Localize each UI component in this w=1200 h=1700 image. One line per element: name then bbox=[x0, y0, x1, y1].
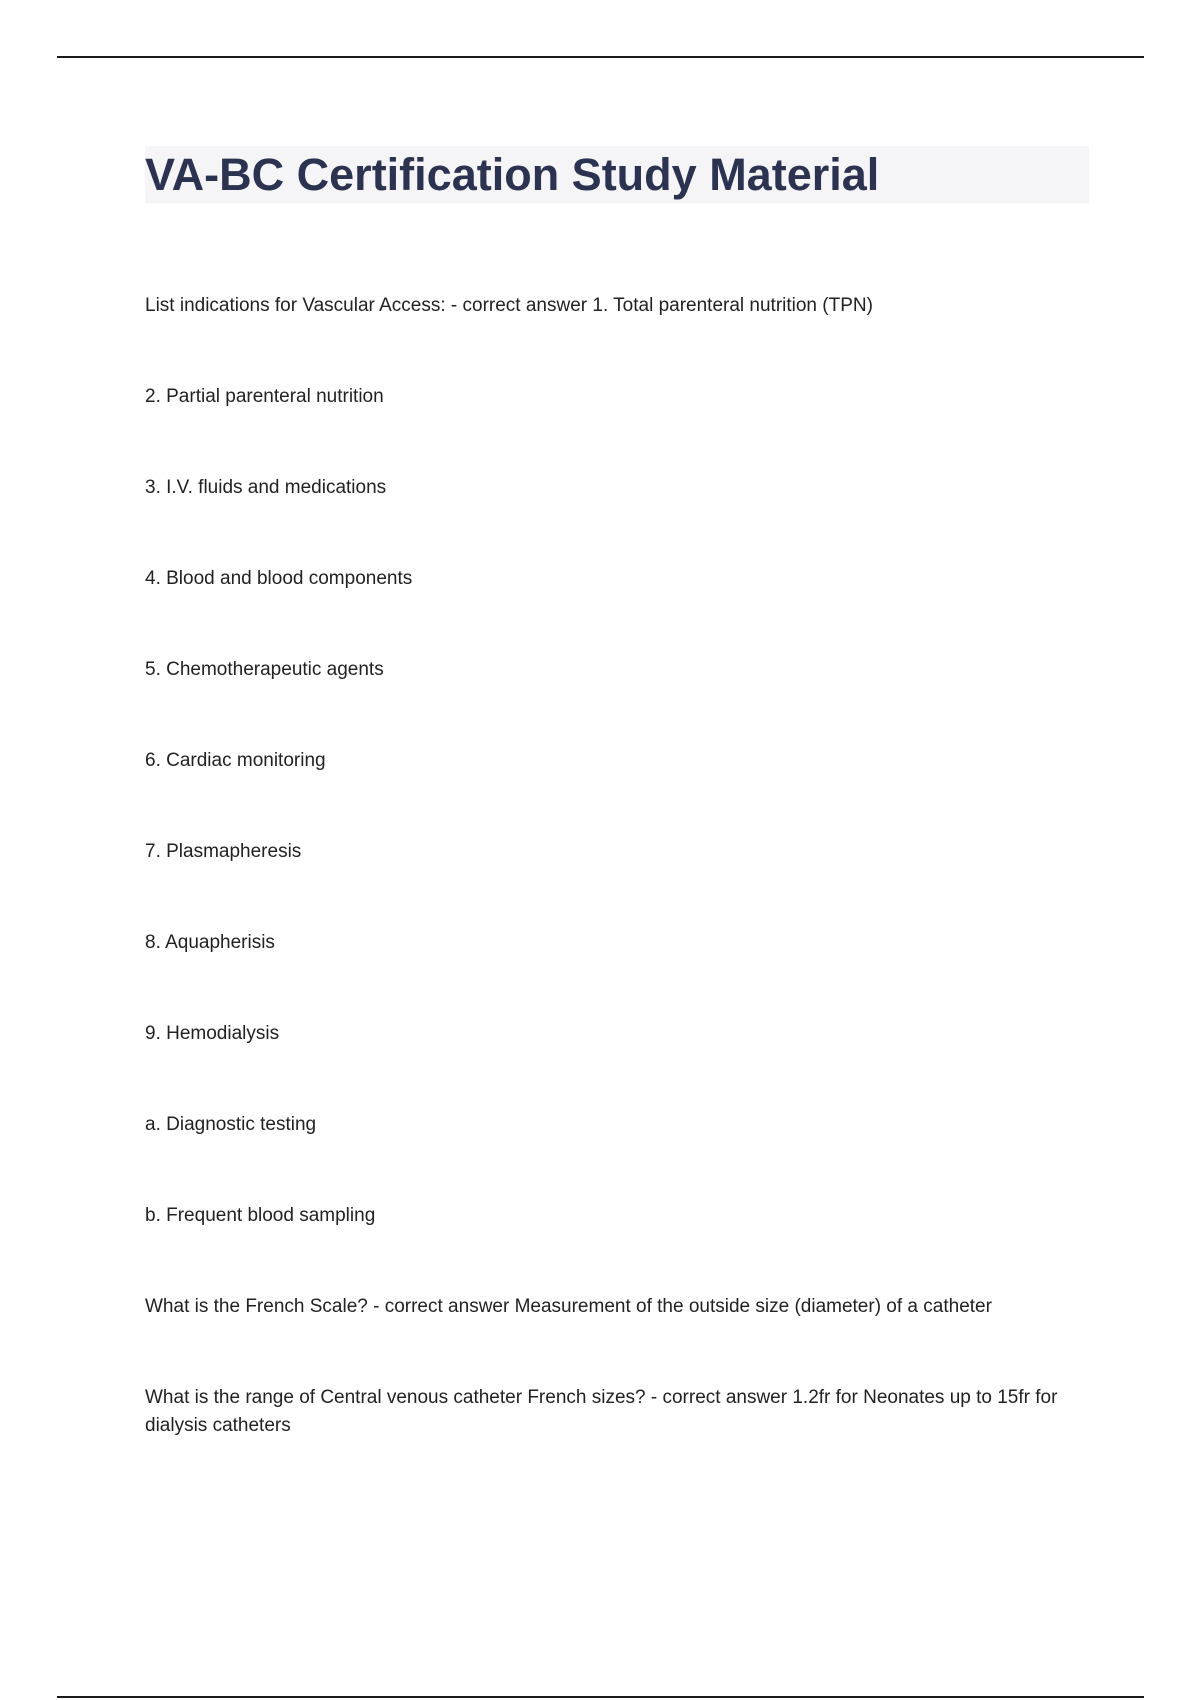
qa-line-11: b. Frequent blood sampling bbox=[145, 1205, 376, 1226]
qa-line-4: 4. Blood and blood components bbox=[145, 568, 413, 589]
qa-line-5: 5. Chemotherapeutic agents bbox=[145, 659, 384, 680]
qa-line-12: What is the French Scale? - correct answer Measurement of the outside size (diameter) of a catheter bbox=[145, 1296, 992, 1317]
qa-line-7: 7. Plasmapheresis bbox=[145, 841, 302, 862]
qa-line-1: List indications for Vascular Access: - correct answer 1. Total parenteral nutrition (TPN) bbox=[145, 295, 873, 316]
qa-line-2: 2. Partial parenteral nutrition bbox=[145, 386, 384, 407]
qa-line-10: a. Diagnostic testing bbox=[145, 1114, 317, 1135]
bottom-divider bbox=[57, 1696, 1144, 1698]
title-banner bbox=[145, 146, 1089, 203]
qa-line-13: What is the range of Central venous catheter French sizes? - correct answer 1.2fr for Neonates up to 15fr for dialysis catheters bbox=[145, 1387, 1058, 1436]
qa-line-8: 8. Aquapherisis bbox=[145, 932, 275, 953]
qa-line-6: 6. Cardiac monitoring bbox=[145, 750, 326, 771]
page-title: VA-BC Certification Study Material bbox=[145, 149, 880, 200]
qa-line-3: 3. I.V. fluids and medications bbox=[145, 477, 387, 498]
qa-line-9: 9. Hemodialysis bbox=[145, 1023, 280, 1044]
top-divider bbox=[57, 56, 1144, 58]
